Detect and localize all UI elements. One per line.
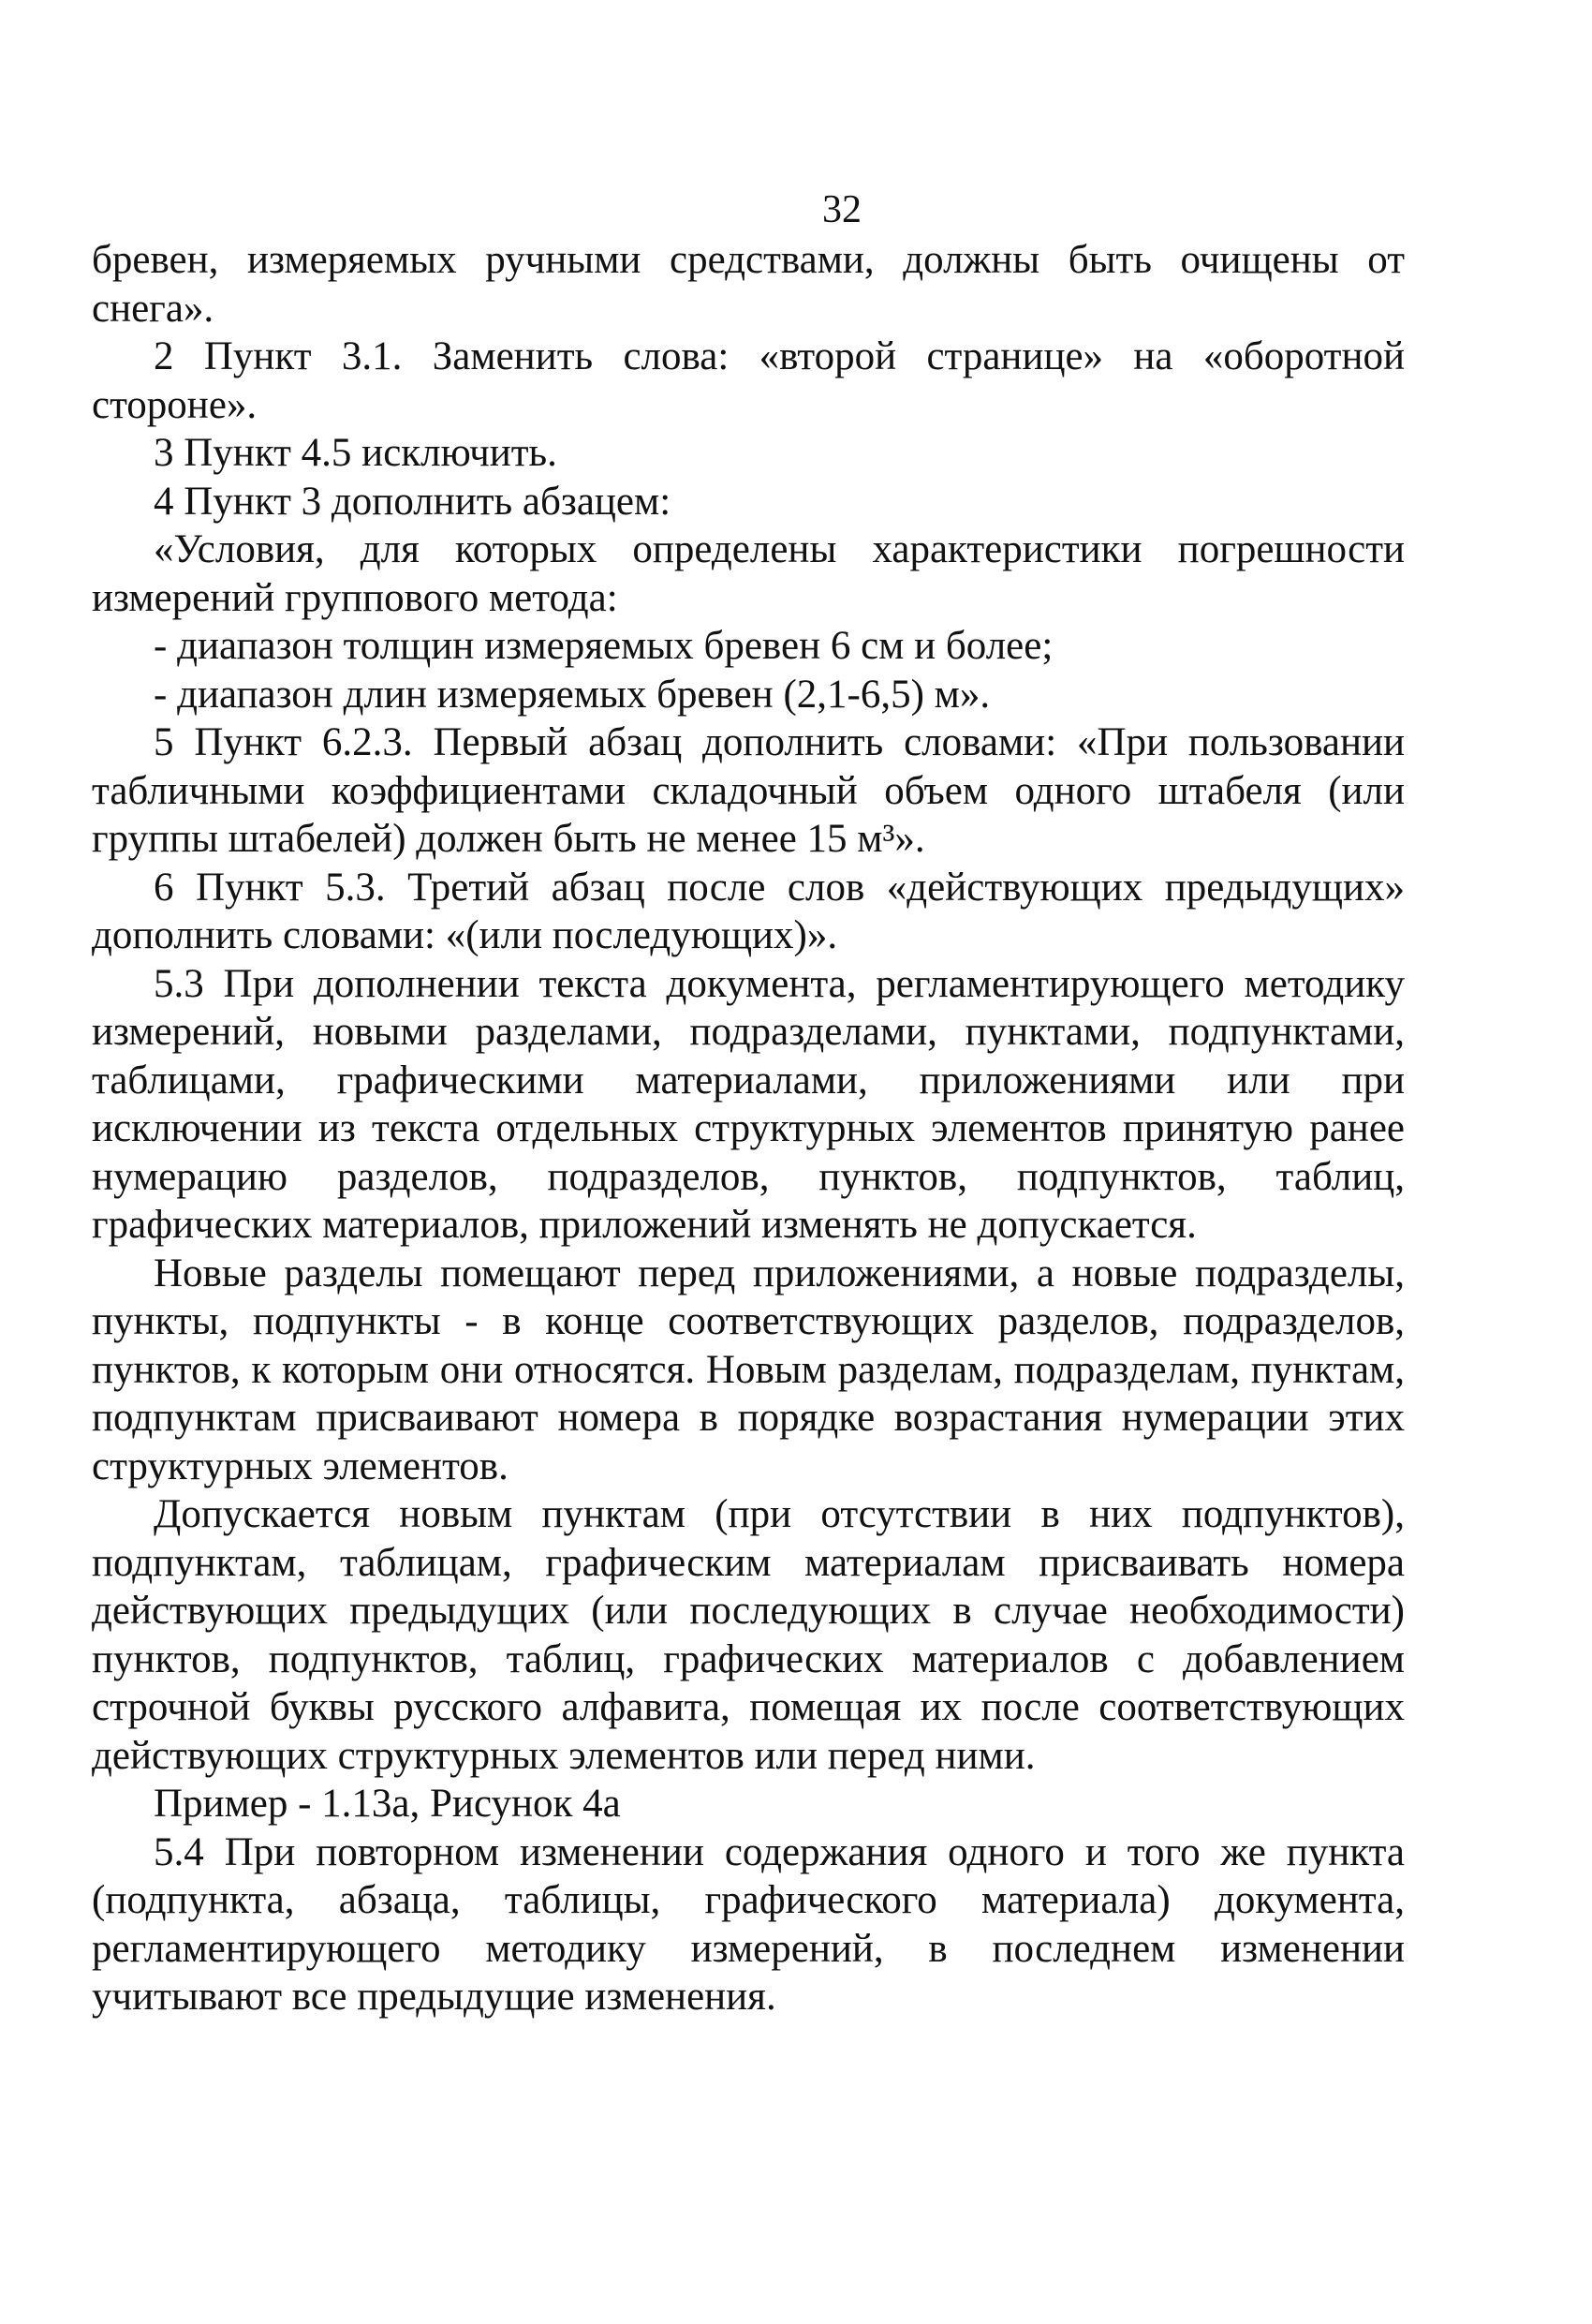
paragraph: Новые разделы помещают перед приложениями, а новые подразделы, пункты, подпункты - в конце соответствующих разделов, подразделов, пунктов, к которым они относятся. Новым разделам, подразделам, пунктам, подпунктам присваивают номера в порядке возрастания нумерации этих структурных элементов. — [92, 1251, 1405, 1488]
paragraph: 2 Пункт 3.1. Заменить слова: «второй странице» на «оборотной стороне». — [92, 334, 1405, 427]
paragraph: 5 Пункт 6.2.3. Первый абзац дополнить словами: «При пользовании табличными коэффициентами складочный объем одного штабеля (или группы штабелей) должен быть не менее 15 м³». — [92, 720, 1405, 861]
paragraph: 4 Пункт 3 дополнить абзацем: — [154, 479, 671, 524]
paragraph: 5.3 При дополнении текста документа, регламентирующего методику измерений, новыми разделами, подразделами, пунктами, подпунктами, таблицами, графическими материалами, приложениями или при исключении из текста отдельных структурных элементов принятую ранее нумерацию разделов, подразделов, пунктов, подпунктов, таблиц, графических материалов, приложений изменять не допускается. — [92, 961, 1405, 1247]
paragraph: - диапазон длин измеряемых бревен (2,1-6,5) м». — [154, 672, 991, 717]
page-number: 32 — [822, 188, 862, 231]
paragraph: Пример - 1.13а, Рисунок 4а — [154, 1782, 621, 1826]
text-column — [92, 184, 1405, 2021]
paragraph: 3 Пункт 4.5 исключить. — [154, 431, 557, 475]
paragraph: - диапазон толщин измеряемых бревен 6 см и более; — [154, 624, 1054, 668]
paragraph: Допускается новым пунктам (при отсутствии в них подпунктов), подпунктам, таблицам, графическим материалам присваивать номера действующих предыдущих (или последующих в случае необходимости) пунктов, подпунктов, таблиц, графических материалов с добавлением строчной буквы русского алфавита, помещая их после соответствующих действующих структурных элементов или перед ними. — [92, 1492, 1405, 1778]
paragraph: бревен, измеряемых ручными средствами, должны быть очищены от снега». — [92, 238, 1405, 331]
paragraph: 5.4 При повторном изменении содержания одного и того же пункта (подпункта, абзаца, таблицы, графического материала) документа, регламентирующего методику измерений, в последнем изменении учитывают все предыдущие изменения. — [92, 1829, 1405, 2019]
paragraph: 6 Пункт 5.3. Третий абзац после слов «действующих предыдущих» дополнить словами: «(или последующих)». — [92, 865, 1405, 957]
paragraph: «Условия, для которых определены характеристики погрешности измерений группового метода: — [92, 527, 1405, 620]
